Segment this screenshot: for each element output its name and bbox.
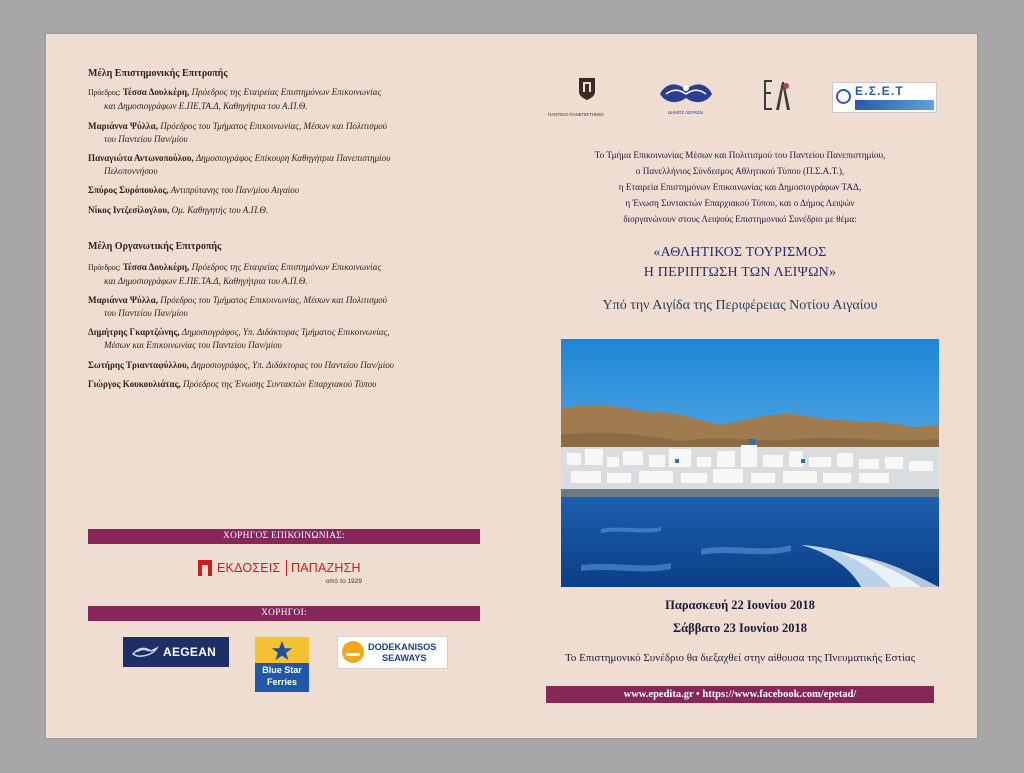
date-day-2: Σάββατο 23 Ιουνίου 2018 [673, 621, 807, 635]
venue-text: Το Επιστημονικό Συνέδριο θα διεξαχθεί στην αίθουσα της Πνευματικής Εστίας [564, 652, 916, 664]
sci-member-3: Παναγιώτα Αντωνοπούλου, Δημοσιογράφος Επίκουρη Καθηγήτρια Πανεπιστημίου Πελοποννήσου [88, 153, 391, 176]
org-member-1: Πρόεδρος: Τέσσα Δουλκέρη, Πρόεδρος της Εταιρείας Επιστημόνων Επικοινωνίας και Δημοσιογράφων Ε.ΠΕ.ΤΑ.Δ, Καθηγήτρια του Α.Π.Θ. [88, 262, 382, 286]
bluestar-logo: Blue Star Ferries [255, 637, 309, 692]
aegean-logo: AEGEAN [123, 637, 229, 667]
dodekanisos-emblem-icon [342, 641, 364, 663]
star-icon [271, 640, 293, 662]
epetad-mark-icon [760, 74, 796, 116]
conference-subtitle: Υπό την Αιγίδα της Περιφέρειας Νοτίου Αιγαίου [602, 298, 878, 313]
lipsi-harbor-photo [561, 339, 939, 587]
conference-title: «ΑΘΛΗΤΙΚΟΣ ΤΟΥΡΙΣΜΟΣ Η ΠΕΡΙΠΤΩΣΗ ΤΩΝ ΛΕΙΨΩΝ» [643, 245, 837, 280]
aegean-bird-icon [131, 643, 159, 661]
org-member-2: Μαριάννα Ψύλλα, Πρόεδρος του Τμήματος Επικοινωνίας, Μέσων και Πολιτισμού του Παντείου Παν/μίου [88, 295, 387, 318]
sci-member-2: Μαριάννα Ψύλλα, Πρόεδρος του Τμήματος Επικοινωνίας, Μέσων και Πολιτισμού του Παντείου Παν/μίου [88, 121, 387, 144]
org-member-4: Σωτήρης Τριανταφύλλου, Δημοσιογράφος, Υπ. Διδάκτορας του Παντείου Παν/μίου [88, 360, 394, 370]
panteion-emblem-icon [576, 76, 598, 102]
org-member-3: Δημήτρης Γκαρτζώνης, Δημοσιογράφος, Υπ. Διδάκτορας Τμήματος Επικοινωνίας, Μέσων και Επικοινωνίας του Παντείου Παν/μίου [88, 327, 390, 350]
sci-member-1: Πρόεδρος: Τέσσα Δουλκέρη, Πρόεδρος της Εταιρείας Επιστημόνων Επικοινωνίας και Δημοσιογράφων Ε.ΠΕ.ΤΑ.Δ, Καθηγήτρια του Α.Π.Θ. [88, 87, 382, 111]
org-member-5: Γιώργος Κουκουλιάτας, Πρόεδρος της Ένωσης Συντακτών Επαρχιακού Τύπου [88, 379, 377, 389]
eset-logo: Ε.Σ.Ε.Τ [832, 82, 937, 113]
dimos-emblem-icon [656, 80, 716, 108]
panteion-logo: ΠΑΝΤΕΙΟ ΠΑΝΕΠΙΣΤΗΜΙΟ [548, 74, 628, 122]
eset-globe-icon [836, 89, 851, 104]
website-link[interactable]: www.epedita.gr • https://www.facebook.com/epetad/ [546, 686, 934, 703]
date-day-1: Παρασκευή 22 Ιουνίου 2018 [665, 598, 815, 612]
dimos-leipson-logo: ΔΗΜΟΣ ΛΕΙΨΩΝ [652, 78, 720, 122]
scientific-committee-heading: Μέλη Επιστημονικής Επιτροπής [88, 68, 228, 79]
intro-text: Το Τμήμα Επικοινωνίας Μέσων και Πολιτισμού του Παντείου Πανεπιστημίου, ο Πανελλήνιος Σύνδεσμος Αθλητικού Τύπου (Π.Σ.Α.Τ.), η Εταιρεία Επιστημόνων Επικοινωνίας και Δημοσιογράφων ΤΑΔ, η Ένωση Συντακτών Επαρχιακού Τύπου, και ο Δήμος Λειψών διοργανώνουν στους Λειψούς Επιστημονικό Συνέδριο με θέμα: [594, 150, 886, 224]
organizing-committee-heading: Μέλη Οργανωτικής Επιτροπής [88, 241, 222, 252]
sponsors-bar: ΧΟΡΗΓΟΙ: [88, 606, 480, 621]
sci-member-4: Σπύρος Συρόπουλος, Αντιπρύτανης του Παν/μίου Αιγαίου [88, 185, 299, 195]
papazisi-mark-icon [198, 560, 212, 576]
sci-member-5: Νίκος Ιντζεσίλογλου, Ομ. Καθηγητής του Α.Π.Θ. [88, 205, 269, 215]
epetad-logo [760, 74, 796, 116]
dodekanisos-logo: DODEKANISOS SEAWAYS [337, 636, 448, 669]
papazisi-logo: ΕΚΔΟΣΕΙΣ ΠΑΠΑΖΗΣΗ από το 1929 [198, 556, 378, 586]
communication-sponsor-bar: ΧΟΡΗΓΟΣ ΕΠΙΚΟΙΝΩΝΙΑΣ: [88, 529, 480, 544]
